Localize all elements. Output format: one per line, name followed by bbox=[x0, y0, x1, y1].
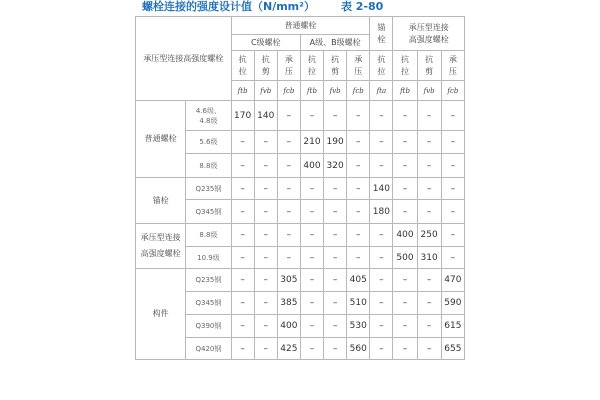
table-cell: – bbox=[277, 131, 300, 154]
table-cell: – bbox=[370, 338, 393, 360]
header-row-1 bbox=[136, 17, 465, 35]
table-cell: 320 bbox=[324, 154, 347, 178]
table-cell: 400 bbox=[393, 224, 417, 247]
column-symbol: ftb bbox=[300, 81, 323, 101]
row-category: 普通螺栓 bbox=[136, 101, 186, 178]
table-row bbox=[136, 338, 465, 360]
table-cell: – bbox=[254, 200, 277, 224]
table-row bbox=[136, 292, 465, 315]
table-cell: – bbox=[300, 269, 323, 292]
table-cell: – bbox=[393, 269, 417, 292]
table-cell: – bbox=[277, 224, 300, 247]
table-cell: – bbox=[417, 269, 441, 292]
header-grade-ab: A级、B级螺栓 bbox=[300, 35, 369, 51]
table-cell: – bbox=[231, 200, 254, 224]
table-number: 表 2-80 bbox=[340, 0, 384, 13]
table-cell: 140 bbox=[370, 178, 393, 200]
table-cell: – bbox=[231, 338, 254, 360]
table-cell: – bbox=[393, 315, 417, 338]
strength-table bbox=[135, 16, 465, 360]
table-title bbox=[142, 0, 562, 14]
column-symbol: fcb bbox=[277, 81, 300, 101]
table-cell: – bbox=[324, 338, 347, 360]
table-cell: – bbox=[277, 200, 300, 224]
table-row bbox=[136, 315, 465, 338]
table-row bbox=[136, 131, 465, 154]
table-cell: – bbox=[277, 101, 300, 131]
table-cell: – bbox=[347, 200, 370, 224]
column-header: 承 压 bbox=[347, 51, 370, 81]
table-cell: – bbox=[231, 154, 254, 178]
table-cell: – bbox=[324, 292, 347, 315]
table-cell: – bbox=[417, 338, 441, 360]
row-category: 承压型连接 高强度螺栓 bbox=[136, 224, 186, 269]
column-header: 抗 拉 bbox=[393, 51, 417, 81]
column-symbol: fcb bbox=[441, 81, 464, 101]
header-corner: 承压型连接高强度螺栓 bbox=[136, 17, 232, 101]
column-header: 抗 拉 bbox=[231, 51, 254, 81]
table-cell: – bbox=[300, 200, 323, 224]
table-cell: – bbox=[231, 247, 254, 269]
table-cell: – bbox=[231, 178, 254, 200]
table-cell: – bbox=[393, 154, 417, 178]
table-cell: 310 bbox=[417, 247, 441, 269]
table-cell: 180 bbox=[370, 200, 393, 224]
table-cell: – bbox=[324, 269, 347, 292]
table-cell: 190 bbox=[324, 131, 347, 154]
column-header: 承 压 bbox=[441, 51, 464, 81]
table-cell: – bbox=[441, 247, 464, 269]
table-cell: 400 bbox=[300, 154, 323, 178]
row-grade: Q420钢 bbox=[186, 338, 231, 360]
table-cell: – bbox=[393, 292, 417, 315]
table-cell: 385 bbox=[277, 292, 300, 315]
table-cell: – bbox=[417, 200, 441, 224]
table-cell: – bbox=[254, 315, 277, 338]
table-cell: – bbox=[370, 101, 393, 131]
table-cell: 305 bbox=[277, 269, 300, 292]
column-symbol: fvb bbox=[417, 81, 441, 101]
table-cell: – bbox=[254, 338, 277, 360]
column-symbol: fcb bbox=[347, 81, 370, 101]
table-cell: – bbox=[300, 315, 323, 338]
row-category: 构件 bbox=[136, 269, 186, 360]
table-cell: – bbox=[370, 292, 393, 315]
table-row bbox=[136, 247, 465, 269]
table-row bbox=[136, 269, 465, 292]
column-symbol: ftb bbox=[231, 81, 254, 101]
table-cell: 510 bbox=[347, 292, 370, 315]
table-cell: 400 bbox=[277, 315, 300, 338]
table-cell: – bbox=[393, 101, 417, 131]
row-grade: Q390钢 bbox=[186, 315, 231, 338]
table-cell: – bbox=[324, 178, 347, 200]
table-cell: – bbox=[370, 247, 393, 269]
table-cell: – bbox=[300, 178, 323, 200]
table-cell: 530 bbox=[347, 315, 370, 338]
table-cell: – bbox=[370, 154, 393, 178]
table-cell: 250 bbox=[417, 224, 441, 247]
table-cell: – bbox=[231, 292, 254, 315]
table-cell: – bbox=[254, 224, 277, 247]
table-cell: – bbox=[277, 247, 300, 269]
table-cell: – bbox=[417, 154, 441, 178]
row-grade: Q235钢 bbox=[186, 269, 231, 292]
table-row bbox=[136, 224, 465, 247]
table-cell: – bbox=[324, 247, 347, 269]
table-cell: – bbox=[417, 315, 441, 338]
table-cell: – bbox=[324, 315, 347, 338]
table-cell: – bbox=[393, 200, 417, 224]
table-row bbox=[136, 178, 465, 200]
column-symbol: fvb bbox=[254, 81, 277, 101]
table-cell: – bbox=[417, 292, 441, 315]
table-cell: – bbox=[370, 315, 393, 338]
table-cell: 170 bbox=[231, 101, 254, 131]
row-grade: Q235钢 bbox=[186, 178, 231, 200]
row-grade: 4.6级、 4.8级 bbox=[186, 101, 231, 131]
row-grade: Q345钢 bbox=[186, 292, 231, 315]
table-cell: – bbox=[324, 224, 347, 247]
row-category: 锚栓 bbox=[136, 178, 186, 224]
table-cell: – bbox=[347, 101, 370, 131]
table-cell: 405 bbox=[347, 269, 370, 292]
table-cell: 500 bbox=[393, 247, 417, 269]
table-cell: – bbox=[254, 178, 277, 200]
table-cell: – bbox=[324, 200, 347, 224]
header-ordinary: 普通螺栓 bbox=[231, 17, 370, 35]
header-anchor: 锚 栓 bbox=[370, 17, 393, 51]
table-cell: – bbox=[254, 269, 277, 292]
table-cell: – bbox=[277, 178, 300, 200]
table-cell: – bbox=[393, 338, 417, 360]
row-grade: 10.9级 bbox=[186, 247, 231, 269]
table-cell: – bbox=[347, 224, 370, 247]
column-header: 抗 拉 bbox=[300, 51, 323, 81]
column-symbol: fta bbox=[370, 81, 393, 101]
row-grade: 8.8级 bbox=[186, 224, 231, 247]
table-cell: – bbox=[417, 178, 441, 200]
table-cell: – bbox=[324, 101, 347, 131]
table-row bbox=[136, 200, 465, 224]
column-header: 抗 剪 bbox=[417, 51, 441, 81]
table-cell: 590 bbox=[441, 292, 464, 315]
table-cell: – bbox=[417, 101, 441, 131]
table-cell: 560 bbox=[347, 338, 370, 360]
table-cell: – bbox=[370, 224, 393, 247]
table-cell: – bbox=[300, 224, 323, 247]
table-cell: 615 bbox=[441, 315, 464, 338]
row-grade: Q345钢 bbox=[186, 200, 231, 224]
column-header: 抗 剪 bbox=[254, 51, 277, 81]
table-cell: – bbox=[347, 178, 370, 200]
table-body bbox=[136, 17, 465, 360]
table-cell: – bbox=[231, 131, 254, 154]
table-row bbox=[136, 101, 465, 131]
column-symbol: fvb bbox=[324, 81, 347, 101]
title-unit: （N/mm²） bbox=[252, 0, 315, 13]
table-cell: – bbox=[393, 178, 417, 200]
row-grade: 8.8级 bbox=[186, 154, 231, 178]
column-header: 抗 拉 bbox=[370, 51, 393, 81]
table-cell: – bbox=[231, 224, 254, 247]
table-cell: – bbox=[441, 178, 464, 200]
title-text: 螺栓连接的强度设计值 bbox=[142, 0, 252, 13]
table-cell: 655 bbox=[441, 338, 464, 360]
table-cell: – bbox=[370, 131, 393, 154]
table-cell: – bbox=[441, 131, 464, 154]
table-cell: – bbox=[231, 269, 254, 292]
table-cell: – bbox=[417, 131, 441, 154]
column-header: 抗 剪 bbox=[324, 51, 347, 81]
column-header: 承 压 bbox=[277, 51, 300, 81]
table-cell: – bbox=[231, 315, 254, 338]
table-cell: 425 bbox=[277, 338, 300, 360]
table-cell: – bbox=[347, 247, 370, 269]
header-high-strength: 承压型连接 高强度螺栓 bbox=[393, 17, 465, 51]
column-symbol: ftb bbox=[393, 81, 417, 101]
table-cell: – bbox=[300, 247, 323, 269]
table-cell: – bbox=[254, 131, 277, 154]
table-cell: 470 bbox=[441, 269, 464, 292]
table-cell: 210 bbox=[300, 131, 323, 154]
table-cell: – bbox=[441, 224, 464, 247]
table-cell: – bbox=[300, 292, 323, 315]
table-row bbox=[136, 154, 465, 178]
table-cell: – bbox=[441, 200, 464, 224]
table-cell: 140 bbox=[254, 101, 277, 131]
table-cell: – bbox=[300, 101, 323, 131]
table-container bbox=[135, 16, 465, 396]
table-cell: – bbox=[254, 247, 277, 269]
table-cell: – bbox=[393, 131, 417, 154]
table-cell: – bbox=[370, 269, 393, 292]
table-cell: – bbox=[254, 154, 277, 178]
table-cell: – bbox=[347, 131, 370, 154]
table-cell: – bbox=[441, 154, 464, 178]
row-grade: 5.6级 bbox=[186, 131, 231, 154]
header-grade-c: C级螺栓 bbox=[231, 35, 300, 51]
table-cell: – bbox=[441, 101, 464, 131]
table-cell: – bbox=[300, 338, 323, 360]
table-cell: – bbox=[254, 292, 277, 315]
table-cell: – bbox=[277, 154, 300, 178]
table-cell: – bbox=[347, 154, 370, 178]
